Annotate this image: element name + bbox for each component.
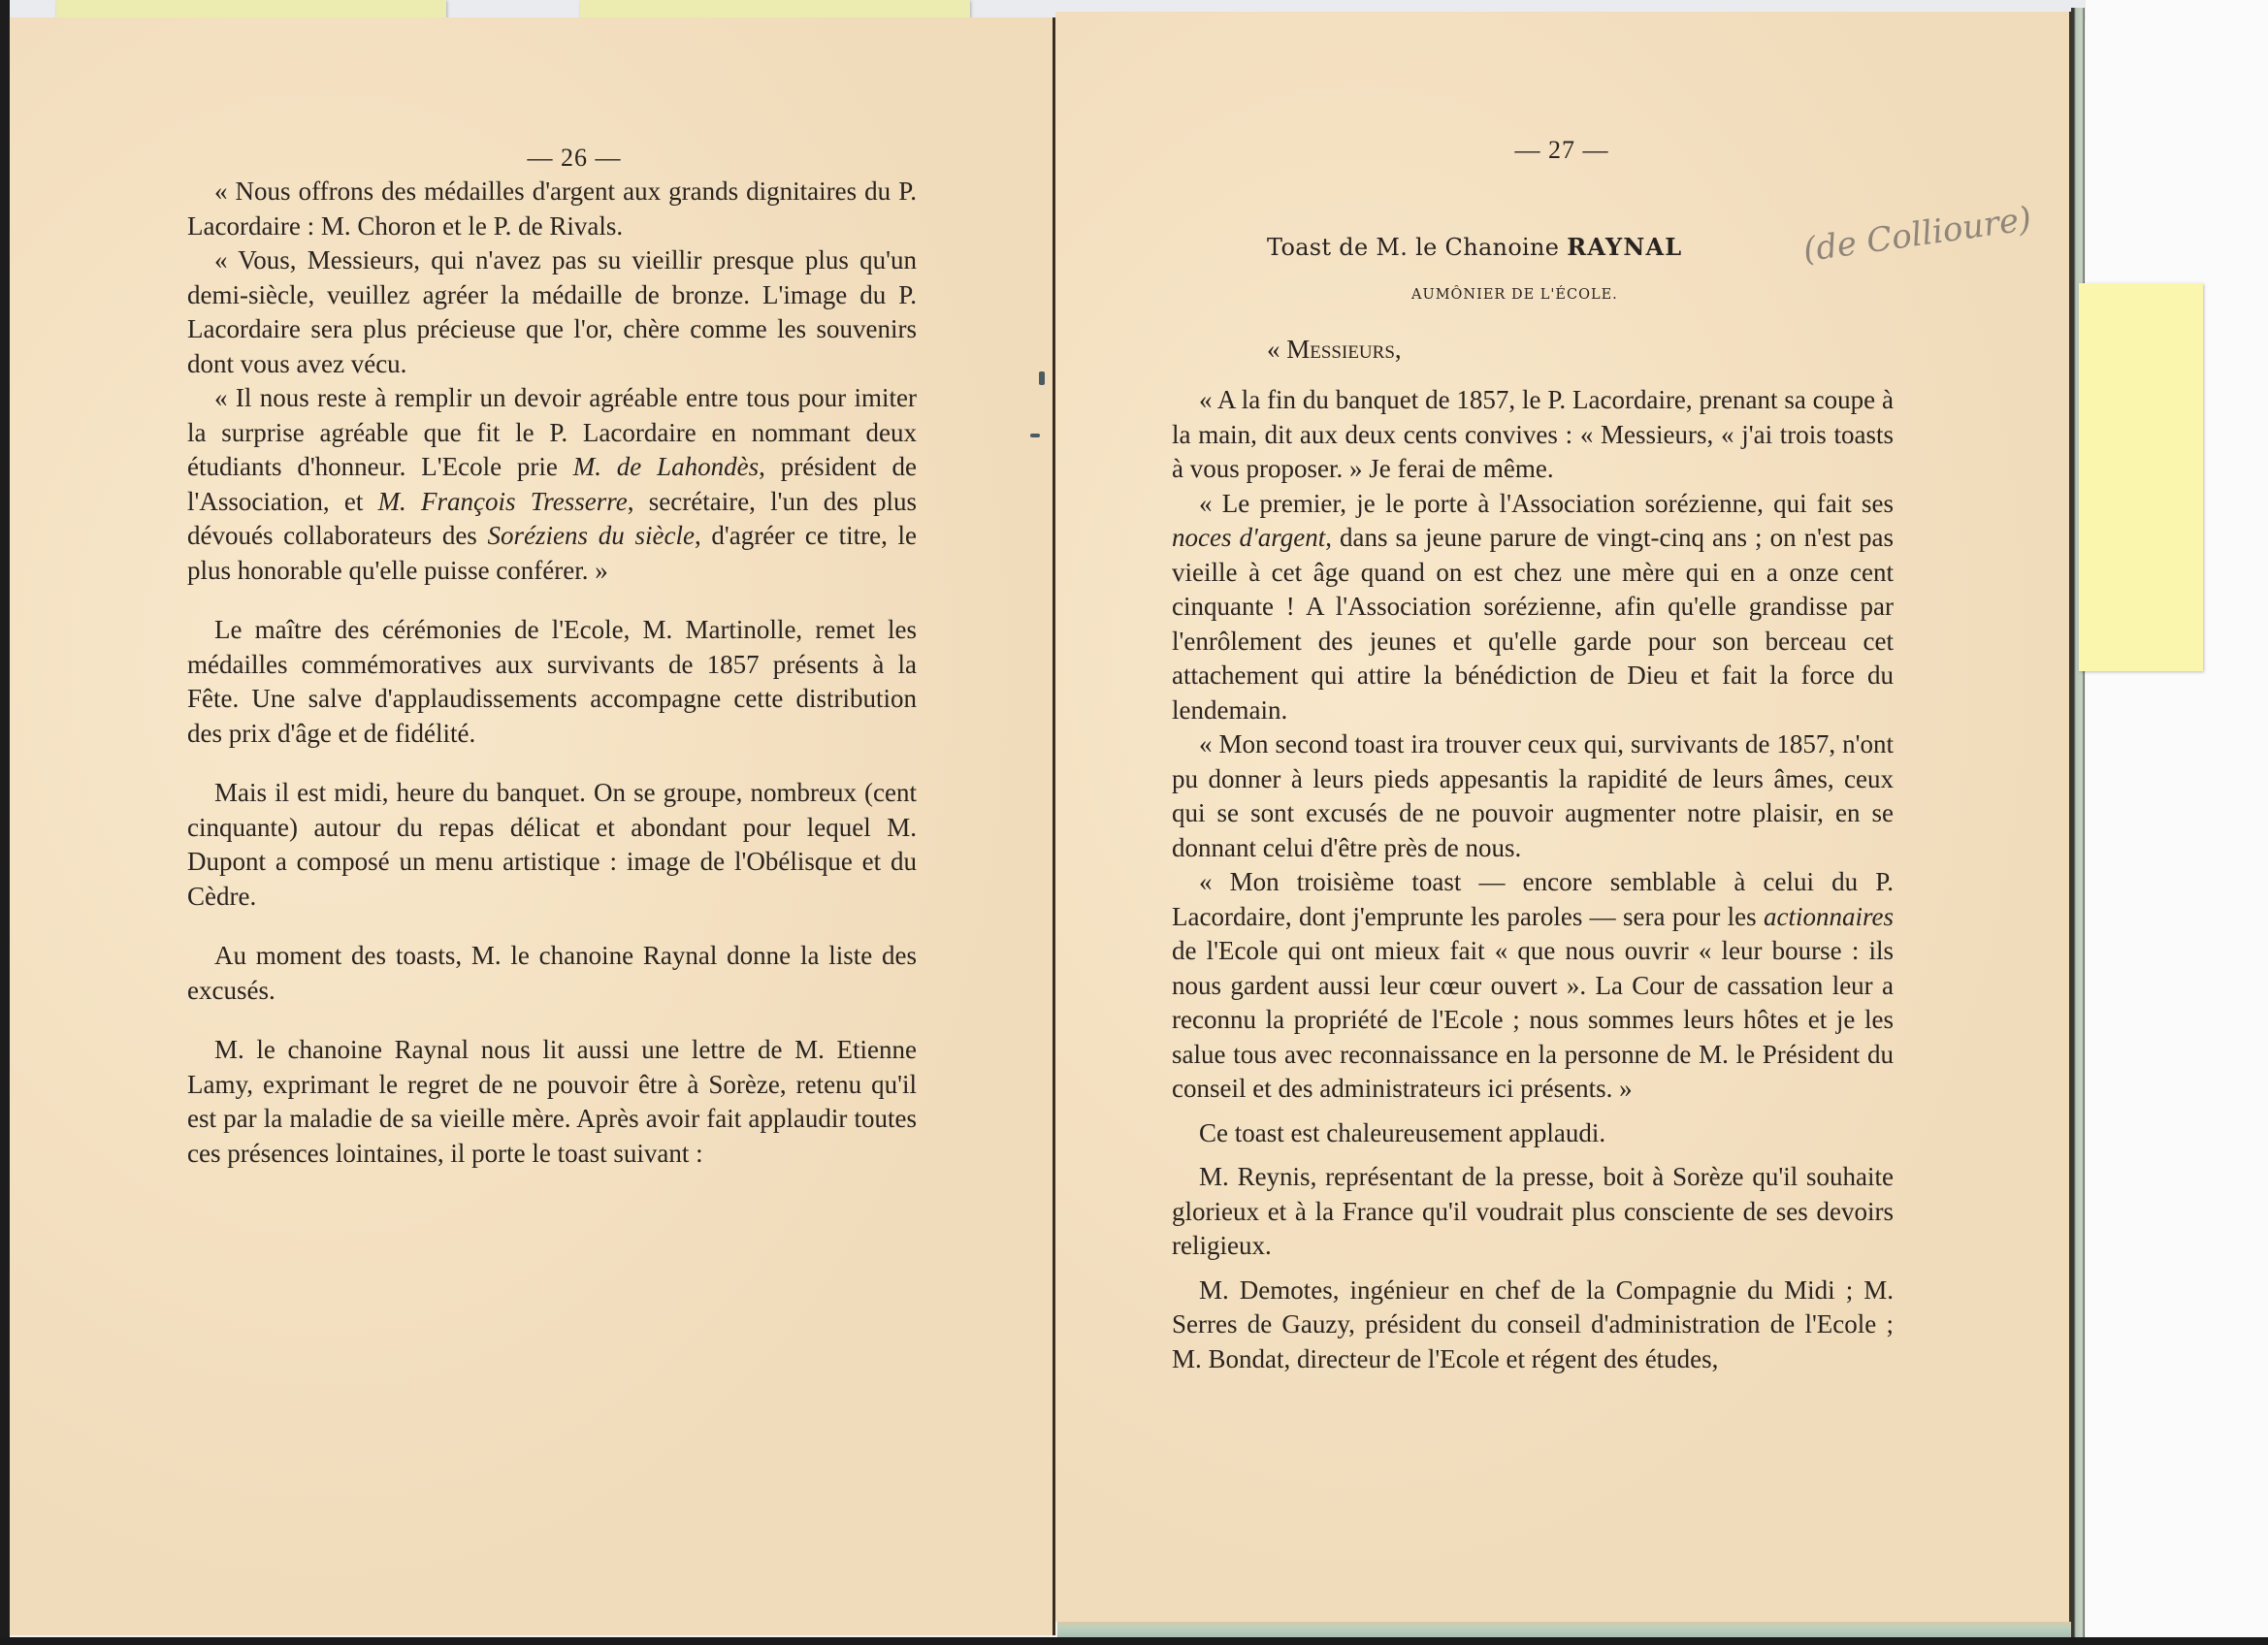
- text-run: , dans sa jeune parure de vingt-cinq ans ; on n'est pas vieille à cet âge quand on est chez une mère qui en a onze cent cinquante ! A l'Association sorézienne, afin qu'elle grandisse par l'enrôlement des jeunes et qu'elle garde pour son berceau cet attachement qui attire la bénédiction de Dieu et fait la force du lendemain.: [1172, 523, 1894, 725]
- paragraph: [1172, 1116, 1894, 1151]
- paragraph: [1172, 487, 1894, 728]
- book-cover-left-edge: [0, 0, 10, 1645]
- text-run: M. le chanoine Raynal nous lit aussi une lettre de M. Etienne Lamy, exprimant le regret de ne pouvoir être à Sorèze, retenu qu'il est par la maladie de sa vieille mère. Après avoir fait applaudir toutes ces présences lointaines, il porte le toast suivant :: [187, 1035, 917, 1168]
- book-cover-bottom-edge: [1057, 1622, 2071, 1637]
- salutation: « Messieurs,: [1267, 335, 1402, 364]
- page-number: — 26 —: [527, 144, 622, 172]
- text-run: M. Demotes, ingénieur en chef de la Compagnie du Midi ; M. Serres de Gauzy, président du conseil d'administration de l'Ecole ; M. Bondat, directeur de l'Ecole et régent des études,: [1172, 1274, 1894, 1373]
- text-run: , d'agréer ce titre, le plus honorable qu'elle puisse conférer. »: [187, 521, 918, 585]
- book-cover-right-edge: [2071, 8, 2085, 1637]
- left-page-body: [187, 175, 917, 1171]
- text-run: Mais il est midi, heure du banquet. On se groupe, nombreux (cent cinquante) autour du repas délicat et abondant pour lequel M. Dupont a composé un menu artistique : image de l'Obélisque et du Cèdre.: [187, 778, 917, 911]
- paragraph: [187, 776, 917, 914]
- section-heading: [1267, 233, 1682, 261]
- text-run: « Le premier, je le porte à l'Association sorézienne, qui fait ses: [1199, 488, 1894, 518]
- heading-name: RAYNAL: [1567, 233, 1683, 261]
- sticky-note-tab-2: [580, 0, 970, 19]
- text-run: Au moment des toasts, M. le chanoine Raynal donne la liste des excusés.: [187, 941, 917, 1005]
- text-run: Ce toast est chaleureusement applaudi.: [1199, 1117, 1606, 1147]
- italic-text: Soréziens du siècle: [487, 521, 695, 550]
- paragraph: [1172, 1160, 1894, 1264]
- ink-mark: [1039, 371, 1045, 385]
- text-run: de l'Ecole qui ont mieux fait « que nous ouvrir « leur bourse : ils nous gardent aussi leur cœur ouvert ». La Cour de cassation leur a reconnu la propriété de l'Ecole ; nous sommes leurs hôtes et je les salue tous avec reconnaissance en la personne de M. le Président du conseil et des administrateurs ici présents. »: [1172, 936, 1894, 1103]
- paragraph: [1172, 865, 1894, 1107]
- sticky-note-tab-1: [56, 0, 446, 19]
- italic-text: actionnaires: [1764, 901, 1894, 931]
- text-run: « Nous offrons des médailles d'argent aux grands dignitaires du P. Lacordaire : M. Choron et le P. de Rivals.: [187, 177, 917, 241]
- sticky-note-side: [2079, 283, 2203, 671]
- paragraph: [187, 243, 917, 381]
- paragraph: [187, 613, 917, 751]
- paragraph: [187, 381, 917, 588]
- section-subheading: AUMÔNIER DE L'ÉCOLE.: [1411, 287, 1618, 303]
- paragraph: [187, 175, 917, 243]
- italic-text: M. de Lahondès: [572, 452, 760, 481]
- page-number: — 27 —: [1514, 136, 1609, 164]
- paragraph: [187, 939, 917, 1008]
- pencil-annotation: (de Collioure): [1800, 199, 2034, 271]
- scanner-background-right: [2086, 0, 2268, 1645]
- paragraph: [1172, 727, 1894, 865]
- italic-text: M. François Tresserre: [377, 486, 628, 516]
- ink-mark: [1030, 434, 1040, 437]
- text-run: « Mon troisième toast — encore semblable à celui du P. Lacordaire, dont j'emprunte les paroles — sera pour les: [1172, 867, 1894, 931]
- right-page-body: [1172, 383, 1894, 1376]
- paragraph: [1172, 383, 1894, 487]
- text-run: « Mon second toast ira trouver ceux qui, survivants de 1857, n'ont pu donner à leurs pieds appesantis la rapidité de leurs âmes, ceux qui se sont excusés de ne pouvoir augmenter notre plaisir, en se donnant celui d'être près de nous.: [1172, 729, 1894, 862]
- italic-text: noces d'argent: [1172, 523, 1326, 552]
- heading-prefix: Toast de M. le Chanoine: [1267, 234, 1568, 261]
- paragraph: [1172, 1274, 1894, 1377]
- text-run: M. Reynis, représentant de la presse, boit à Sorèze qu'il souhaite glorieux et à la France qu'il voudrait plus consciente de ses devoirs religieux.: [1172, 1162, 1894, 1260]
- paragraph: [187, 1033, 917, 1171]
- text-run: , secrétaire, l'un des plus dévoués collaborateurs des: [187, 486, 917, 550]
- text-run: Le maître des cérémonies de l'Ecole, M. Martinolle, remet les médailles commémoratives aux survivants de 1857 présents à la Fête. Une salve d'applaudissements accompagne cette distribution des prix d'âge et de fidélité.: [187, 615, 917, 748]
- scanner-background-bottom: [0, 1637, 2268, 1645]
- text-run: , président de l'Association, et: [187, 452, 917, 516]
- text-run: « Vous, Messieurs, qui n'avez pas su vieillir presque plus qu'un demi-siècle, veuillez agréer la médaille de bronze. L'image du P. Lacordaire sera plus précieuse que l'or, chère comme les souvenirs dont vous avez vécu.: [187, 245, 917, 378]
- text-run: « A la fin du banquet de 1857, le P. Lacordaire, prenant sa coupe à la main, dit aux deux cents convives : « Messieurs, « j'ai trois toasts à vous proposer. » Je ferai de même.: [1172, 385, 1894, 483]
- text-run: « Il nous reste à remplir un devoir agréable entre tous pour imiter la surprise agréable que fit le P. Lacordaire en nommant deux étudiants d'honneur. L'Ecole prie: [187, 383, 917, 481]
